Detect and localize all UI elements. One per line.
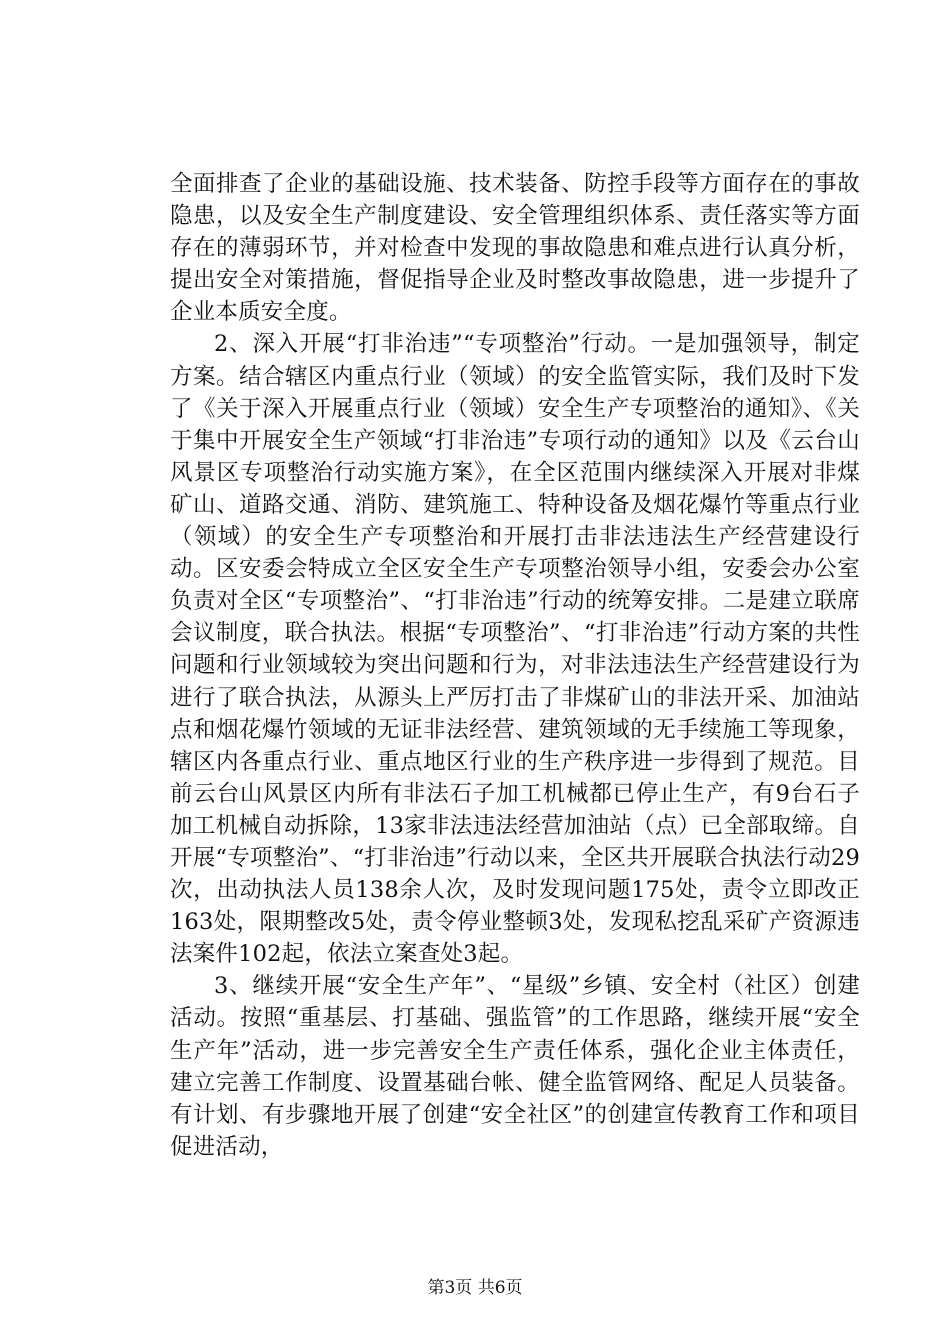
document-body: [170, 168, 860, 1163]
paragraph-item-3: 3、继续开展“安全生产年”、“星级”乡镇、安全村（社区）创建活动。按照“重基层、打基础、强监管”的工作思路，继续开展“安全生产年”活动，进一步完善安全生产责任体系，强化企业主体责任，建立完善工作制度、设置基础台帐、健全监管网络、配足人员装备。有计划、有步骤地开展了创建“安全社区”的创建宣传教育工作和项目促进活动，: [170, 973, 860, 1160]
paragraph-item-2: 2、深入开展“打非治违”“专项整治”行动。一是加强领导，制定方案。结合辖区内重点行业（领域）的安全监管实际，我们及时下发了《关于深入开展重点行业（领域）安全生产专项整治的通知》、《关于集中开展安全生产领域“打非治违”专项行动的通知》以及《云台山风景区专项整治行动实施方案》，在全区范围内继续深入开展对非煤矿山、道路交通、消防、建筑施工、特种设备及烟花爆竹等重点行业（领域）的安全生产专项整治和开展打击非法违法生产经营建设行动。区安委会特成立全区安全生产专项整治领导小组，安委会办公室负责对全区“专项整治”、“打非治违”行动的统筹安排。二是建立联席会议制度，联合执法。根据“专项整治”、“打非治违”行动方案的共性问题和行业领域较为突出问题和行为，对非法违法生产经营建设行为进行了联合执法，从源头上严厉打击了非煤矿山的非法开采、加油站点和烟花爆竹领域的无证非法经营、建筑领域的无手续施工等现象，辖区内各重点行业、重点地区行业的生产秩序进一步得到了规范。目前云台山风景区内所有非法石子加工机械都已停止生产，有9台石子加工机械自动拆除，13家非法违法经营加油站（点）已全部取缔。自开展“专项整治”、“打非治违”行动以来，全区共开展联合执法行动29次，出动执法人员138余人次，及时发现问题175处，责令立即改正163处，限期整改5处，责令停业整顿3处，发现私挖乱采矿产资源违法案件102起，依法立案查处3起。: [170, 331, 860, 968]
paragraph-continuation: 全面排查了企业的基础设施、技术装备、防控手段等方面存在的事故隐患，以及安全生产制度建设、安全管理组织体系、责任落实等方面存在的薄弱环节，并对检查中发现的事故隐患和难点进行认真分析，提出安全对策措施，督促指导企业及时整改事故隐患，进一步提升了企业本质安全度。: [170, 171, 860, 326]
page-footer: 第3页 共6页: [427, 1278, 523, 1298]
